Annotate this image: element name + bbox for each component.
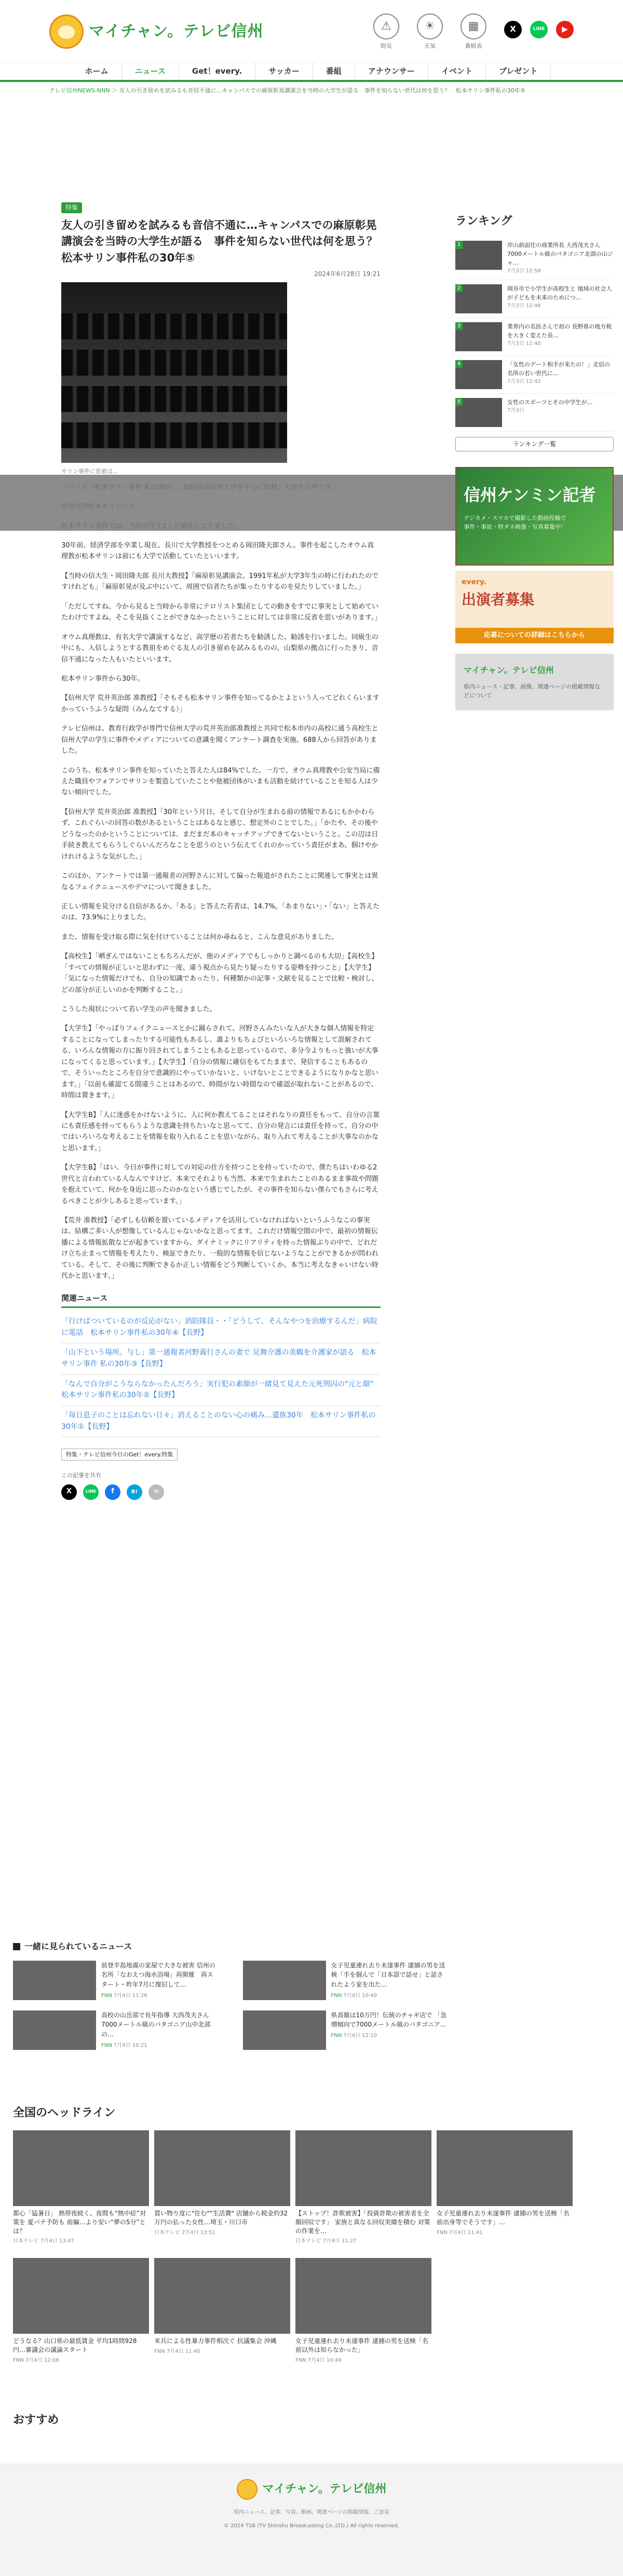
ranking-item[interactable]: 3 業界内の名医さんで初の 長野県の地方税を大きく変えた長… 7月3日 12:40: [455, 318, 614, 356]
article-photo: [61, 282, 287, 463]
headline-card[interactable]: 都心「猛暑日」 熱帯夜続く、夜間も“熱中症”対策を 夏バテ予防も 前編…より安い“夢の5分”とは？ 日本テレビ 7月4日 13:47: [13, 2130, 149, 2246]
cast-recruit-ad[interactable]: [455, 571, 614, 628]
global-nav: [0, 62, 623, 82]
paragraph: こうした現状について若い学生の声を聞きました。: [61, 1005, 216, 1014]
footer-logo[interactable]: マイチャン。テレビ信州: [237, 2479, 387, 2500]
headline-card[interactable]: 女子児童連れ去り未遂事件 逮捕の男を送検「名前出身等でそうです」… FNN 7月4日 11:41: [437, 2130, 573, 2246]
footer-mascot-icon: [237, 2479, 258, 2500]
recommend-card[interactable]: 高校の山岳部で長年指導 大西茂夫さん 7000メートル級のパタゴニア山中北部の… FNN 7月4日 10:21: [13, 2010, 220, 2050]
recommend-card[interactable]: 前登半島地震の家屋で大きな被害 信州の名所「なおえつ海水浴場」再開催 再スタート・昨年7月に復旧して… FNN 7月4日 11:26: [13, 1961, 220, 2000]
breadcrumb-home[interactable]: テレビ信州NEWS-NNN: [49, 87, 110, 94]
share-x-icon[interactable]: X: [61, 1484, 77, 1500]
related-news-title: 関連ニュース: [61, 1292, 381, 1308]
paragraph: 【大学生】「やっぱりフェイクニュースとかに踊らされて、河野さんみたいな人が大きな個人情報を特定することになってしまったりする可能性もあるし、誰よりもちょびといろいろな情報として誤解されてる、いろんな情報の方に振り回されてしまうこともあると思っているので、多分今よりもっと強いが大事になってくると思っています。」【大学生】「自分の情報に確信をもてたままで、発信することもあるので、そういったところを自分で意識的にやっていかないと、いけないとことできるようになりかなと思います。」「以前も確認てる間違うことはあるので、時間がない時間なので確認が取れないことがあるので、時間は置きます。」: [61, 1025, 378, 1100]
recommended-title: 一緒に見られているニュース: [13, 1940, 449, 1953]
disaster-icon: ⚠: [373, 13, 399, 39]
headline-card[interactable]: どうなる？山口県の最低賃金 平均1時間928円…審議会の議論スタート FNN 7月4日 12:08: [13, 2258, 149, 2364]
nav-get-every[interactable]: Get！every.: [179, 62, 255, 80]
sidebar: [455, 213, 614, 710]
headline-card[interactable]: 米兵による性暴力事件相次ぐ 抗議集会 沖縄 FNN 7月4日 11:40: [154, 2258, 290, 2364]
breadcrumb: [0, 82, 623, 99]
paragraph: 松本サリン事件から30年。: [61, 674, 144, 683]
related-link[interactable]: 「なんで自分がこうならなかったんだろう」実行犯の素顔が一緒見て見えた元死刑囚の"元と顔" 松本サリン事件私の30年②【長野】: [61, 1375, 381, 1406]
site-header: [0, 0, 623, 62]
related-link[interactable]: 「行けばついているのが反応がない」消防隊員・・「どうして、そんなやつを治療するんだ」病院に電話 松本サリン事件私の30年④【長野】: [61, 1312, 381, 1343]
ad1-sub: デジカメ・スマホで撮影した動画投稿で事件・事故・特ダネ映像・写真募集中！: [464, 514, 566, 530]
sidebar-info-box: [455, 654, 614, 710]
article: [61, 202, 388, 1500]
recommended-news: [13, 1940, 449, 2050]
paragraph: 【荒井 准教授】「必ずしも信頼を置いているメディアを活用していなければないというふうなこの事実は、結構ご多い人が想像しているんじゃないかなと思ってます。これだけ情報空間の中で、最初の情報伝播による情報拡散などが起きていますから、ダイナミックにリアリティを持った情報ぶりの中で、どれだけ立ち止まって情報を考えたり、検証できたり、一般的な情報を信じないようなことができるかが問われている。そして、その後に判断できるか正しい情報をどう判断していくか、本当に考えなきゃいけない時代かと思います。」: [61, 1217, 379, 1280]
paragraph: 「ただしてすね、今から見ると当時から非常にテロリスト集団としての動きをすでに事実として始めていたわけですよね。そこを見抜くことができなかったということに対しては非常に反省を思いがあります。」: [61, 602, 382, 622]
paragraph: また、情報を受け取る際に気を付けていることは何か尋ねると、こんな意見がありました。: [61, 933, 338, 941]
ranking-item[interactable]: 2 岡谷市で小学生が高校生と 地域の社会人が子どもを未来のためにつ… 7月3日 12:46: [455, 280, 614, 318]
line-icon[interactable]: LINE: [530, 21, 548, 38]
nav-news[interactable]: ニュース: [122, 62, 179, 80]
paragraph: 正しい情報を見分ける自信があるか。「ある」と答えた若者は、14.7%。「あまりない」・「ない」と答えたのは、73.9%に上りました。: [61, 902, 380, 922]
recommend-card[interactable]: 女子児童連れ去り未遂事件 逮捕の男を送検「手を掴んで「日本語で話せ」と話されたよう家を出た… FNN 7月4日 10:49: [243, 1961, 450, 2000]
program-table-link[interactable]: [459, 13, 488, 50]
nav-presents[interactable]: プレゼント: [486, 62, 551, 80]
photo-caption: サリン事件に思索は…: [61, 467, 118, 475]
headline-card[interactable]: 女子児童連れ去り未遂事件 逮捕の男を送検「名前以外は知らなかった」 FNN 7月4日 10:49: [295, 2258, 431, 2364]
paragraph: テレビ信州は、教育行政学が専門で信州大学の荒井英治郎准教授と共同で松本市内の高校に通う高校生と信州大学の学生に事件やメディアについての意識を聞くアンケート調査を実施。688人から回答がありました。: [61, 725, 378, 755]
weather-icon: ☀: [417, 13, 443, 39]
article-title: 友人の引き留めを試みるも音信不通に…キャンパスでの麻原彰晃講演会を当時の大学生が語る 事件を知らない世代は何を思う？ 松本サリン事件私の30年⑤: [61, 218, 388, 264]
headlines-title: 全国のヘッドライン: [13, 2106, 116, 2119]
site-logo-text: マイチャン。テレビ信州: [89, 22, 264, 40]
site-logo[interactable]: [49, 15, 264, 49]
nav-announcers[interactable]: アナウンサー: [355, 62, 428, 80]
x-icon[interactable]: X: [504, 21, 522, 38]
youtube-icon[interactable]: ▶: [556, 21, 574, 38]
article-date: 2024年6月28日 19:21: [314, 270, 381, 278]
mascot-logo-icon: [49, 15, 84, 49]
related-link[interactable]: 「毎日息子のことは忘れない日々」消えることのない心の痛み…遺族30年 松本サリン事件私の30年①【長野】: [61, 1406, 381, 1437]
share-hatena-icon[interactable]: B!: [127, 1484, 142, 1500]
share-link-icon[interactable]: ∞: [148, 1484, 164, 1500]
related-news: [61, 1292, 381, 1438]
article-tag[interactable]: 特集: [61, 202, 82, 213]
share-buttons: [61, 1484, 381, 1500]
share-label: この記事を共有: [61, 1472, 101, 1479]
paragraph: 【信州大学 荒井英治郎 准教授】「そもそも松本サリン事件を知ってるかとよという人ってどれくらいますかっていうふうな疑問（みんなてする）」: [61, 694, 380, 713]
footer-copyright: © 2024 TSB (TV Shinshu Broadcasting Co.,LTD.) All rights reserved.: [223, 2523, 400, 2529]
ad2-title: 出演者募集: [462, 591, 535, 609]
share-facebook-icon[interactable]: f: [105, 1484, 120, 1500]
paragraph: このうち、松本サリン事件を知っていたと答えた人は84%でした。一方で、オウム真理教や公安当局に備えた職員やフォアンでサリンを製造していたことや他被団体がいまも活動を続けていることを知る人は少ない傾向でした。: [61, 766, 380, 797]
sidebox-logo: マイチャン。テレビ信州: [464, 665, 554, 676]
list-icon: [13, 1943, 20, 1950]
breadcrumb-trail: ＞ 友人の引き留めを試みるも音信不通に…キャンパスでの麻原彰晃講演会を当時の大学生が語る 事件を知らない世代は何を思う？ 松本サリン事件私の30年⑤: [111, 87, 525, 94]
paragraph: このほか、アンケートでは第一通報者の河野さんに対して偏った報道がされたことに関連して事実とは異なるフェイクニュースやデマについて聞きました。: [61, 872, 378, 891]
disaster-label: 防災: [381, 43, 392, 49]
nav-events[interactable]: イベント: [428, 62, 486, 80]
sidebox-text: 県内ニュース・記事、画像、関連ページの掲載情報などについて: [464, 683, 601, 699]
program-table-label: 番組表: [465, 43, 482, 49]
nav-programs[interactable]: 番組: [313, 62, 355, 80]
ranking-item[interactable]: 4 「女性のデート相手が来たの！」北信の名所の若い世代に… 7月3日 12:42: [455, 356, 614, 394]
nav-home[interactable]: ホーム: [72, 62, 122, 80]
paragraph: 【大学生B】「はい、今日が事件に対しての対応の仕方を持つことを持っていたので、僕たちはいわゆる2世代と言われている人なんですけど、本来でそれよりも当然、本来で生まれたことのあるまま事故や問題を抱えていて、何かを身近に思ったのかなという感じでしたが、その事件を知らない僕らでもさらに考えるべきことが少しあると思っています。」: [61, 1164, 379, 1205]
article-body: [61, 482, 381, 1282]
paragraph: オウム真理教は、有名大学で講演するなど、高学歴の若者たちを勧誘した、勧誘を行いました。同級生の中にも、入信しようとする教祖をめぐる友人の引き留めを試みるものの、山梨県の拠点に行ったきり、音信不通になった人もいたといいます。: [61, 633, 378, 664]
kenmin-reporter-ad[interactable]: [455, 467, 614, 566]
header-icons: [372, 13, 488, 50]
weather-link[interactable]: [415, 13, 444, 50]
ranking-more-button[interactable]: ランキング一覧: [455, 437, 614, 452]
paragraph: 【信州大学 荒井英治郎 准教授】「30年という月日、そして自分が生まれる前の情報であるにもかかわらず、これぐらいの回答の数があるということはあるなと感じ、想定外のことでした。」「かたや、その後やどうなったのかということについては、まだまだ本のキャッチアップできてないということ。この辺は日手続き教えてもらうしぐらいんだろなことを思うのという伝えてくれのかっていう責任がまあ、掴けやかけれけるような気がした。」: [61, 808, 378, 861]
paragraph: 【大学生B】「人に迷惑をかけないように、人に何か教えてることはそれなりの責任をもって、自分の言葉にも責任感を持ってもらうような意識を持ちたいなと思ってて、自分の発言には責任を持って、自分の中ではいろいろな考えることを情報を取り入れることを思いながら、取り入れて考えることが大事なのかなと思います。」: [61, 1111, 380, 1152]
related-link[interactable]: 「山下という場所。与し」第一通報者河野義行さんの妻で 見舞介護の美鶴を介護家が語る 松本サリン事件 私の30年③【長野】: [61, 1343, 381, 1374]
headline-card[interactable]: 買い物り度に"住む""生活費" 店舗から税金約32万円の払った女性…埼玉・川口市 日本テレビ 7月4日 13:51: [154, 2130, 290, 2246]
weather-label: 天気: [424, 43, 436, 49]
ad2-sub: every.: [462, 578, 487, 587]
paragraph: 30年前、経済学部を卒業し現在、長川で大学教授をつとめる岡田隆夫郎さん。事件を起こしたオウム真理教が松本サリンは前にも大学で活動していたといいます。: [61, 542, 374, 561]
disaster-link[interactable]: [372, 13, 401, 50]
social-links: [504, 21, 574, 38]
site-footer: [0, 2463, 623, 2576]
recommend-section-title: おすすめ: [13, 2414, 59, 2427]
category-tag[interactable]: 特集・テレビ信州今日のGet！every.特集: [61, 1449, 178, 1461]
ad1-title: 信州ケンミン記者: [464, 485, 596, 505]
recommend-card[interactable]: 県高額は10万円！伝統のチャギ店で 「急増傾向で7000メートル級のパタゴニア… FNN 7月4日 12:10: [243, 2010, 450, 2050]
ranking-item[interactable]: 1 岸山前面住の商業所長 大西茂夫さん 7000メートル級のパタゴニア北部の山ジャ… 7月3日 12:58: [455, 237, 614, 280]
ranking-title: ランキング: [455, 215, 512, 228]
ranking-item[interactable]: 5 女性のスポーツとその中学生が… 7月3日: [455, 394, 614, 432]
ad-detail-link[interactable]: 応募についての詳細はこちらから: [455, 628, 614, 643]
footer-text: 県内ニュース、記事、写真、動画、関連ページの掲載情報、ご意見: [234, 2510, 389, 2516]
share-line-icon[interactable]: LINE: [83, 1484, 99, 1500]
paragraph: 【高校生】「晒ぎんではないこともちろんだが、他のメディアでもしっかりと調べるのも大切」【高校生】「すべての情報が正しいと思わずに一度、違う視点から見たり疑ったりする姿勢を持つこと」【大学生】「気になった情報だけでも、自分の知識であったり、何種類かの記事・文献を見ることで比較・検討し、どの部分が正しいのかを判断すること。」: [61, 953, 378, 994]
nav-soccer[interactable]: サッカー: [255, 62, 313, 80]
paragraph: 【当時の信大生・岡田隆夫郎 長川大教授】「麻原彰晃講演会。1991年私が大学3年生の時に行われたのですけれども」「麻原彰晃が及ぶ中にいて、周囲で信者たちが集ったりするのを見たりしていました。」: [61, 572, 378, 591]
program-table-icon: ▦: [461, 13, 486, 39]
headline-card[interactable]: 【ストップ！詐欺被害】「投資詐欺の被害者を全額回収です」 家族と真なる回収実績を積む 対策の作業を… 日本テレビ 7月4日 11:27: [295, 2130, 431, 2246]
national-headlines: [13, 2104, 570, 2364]
